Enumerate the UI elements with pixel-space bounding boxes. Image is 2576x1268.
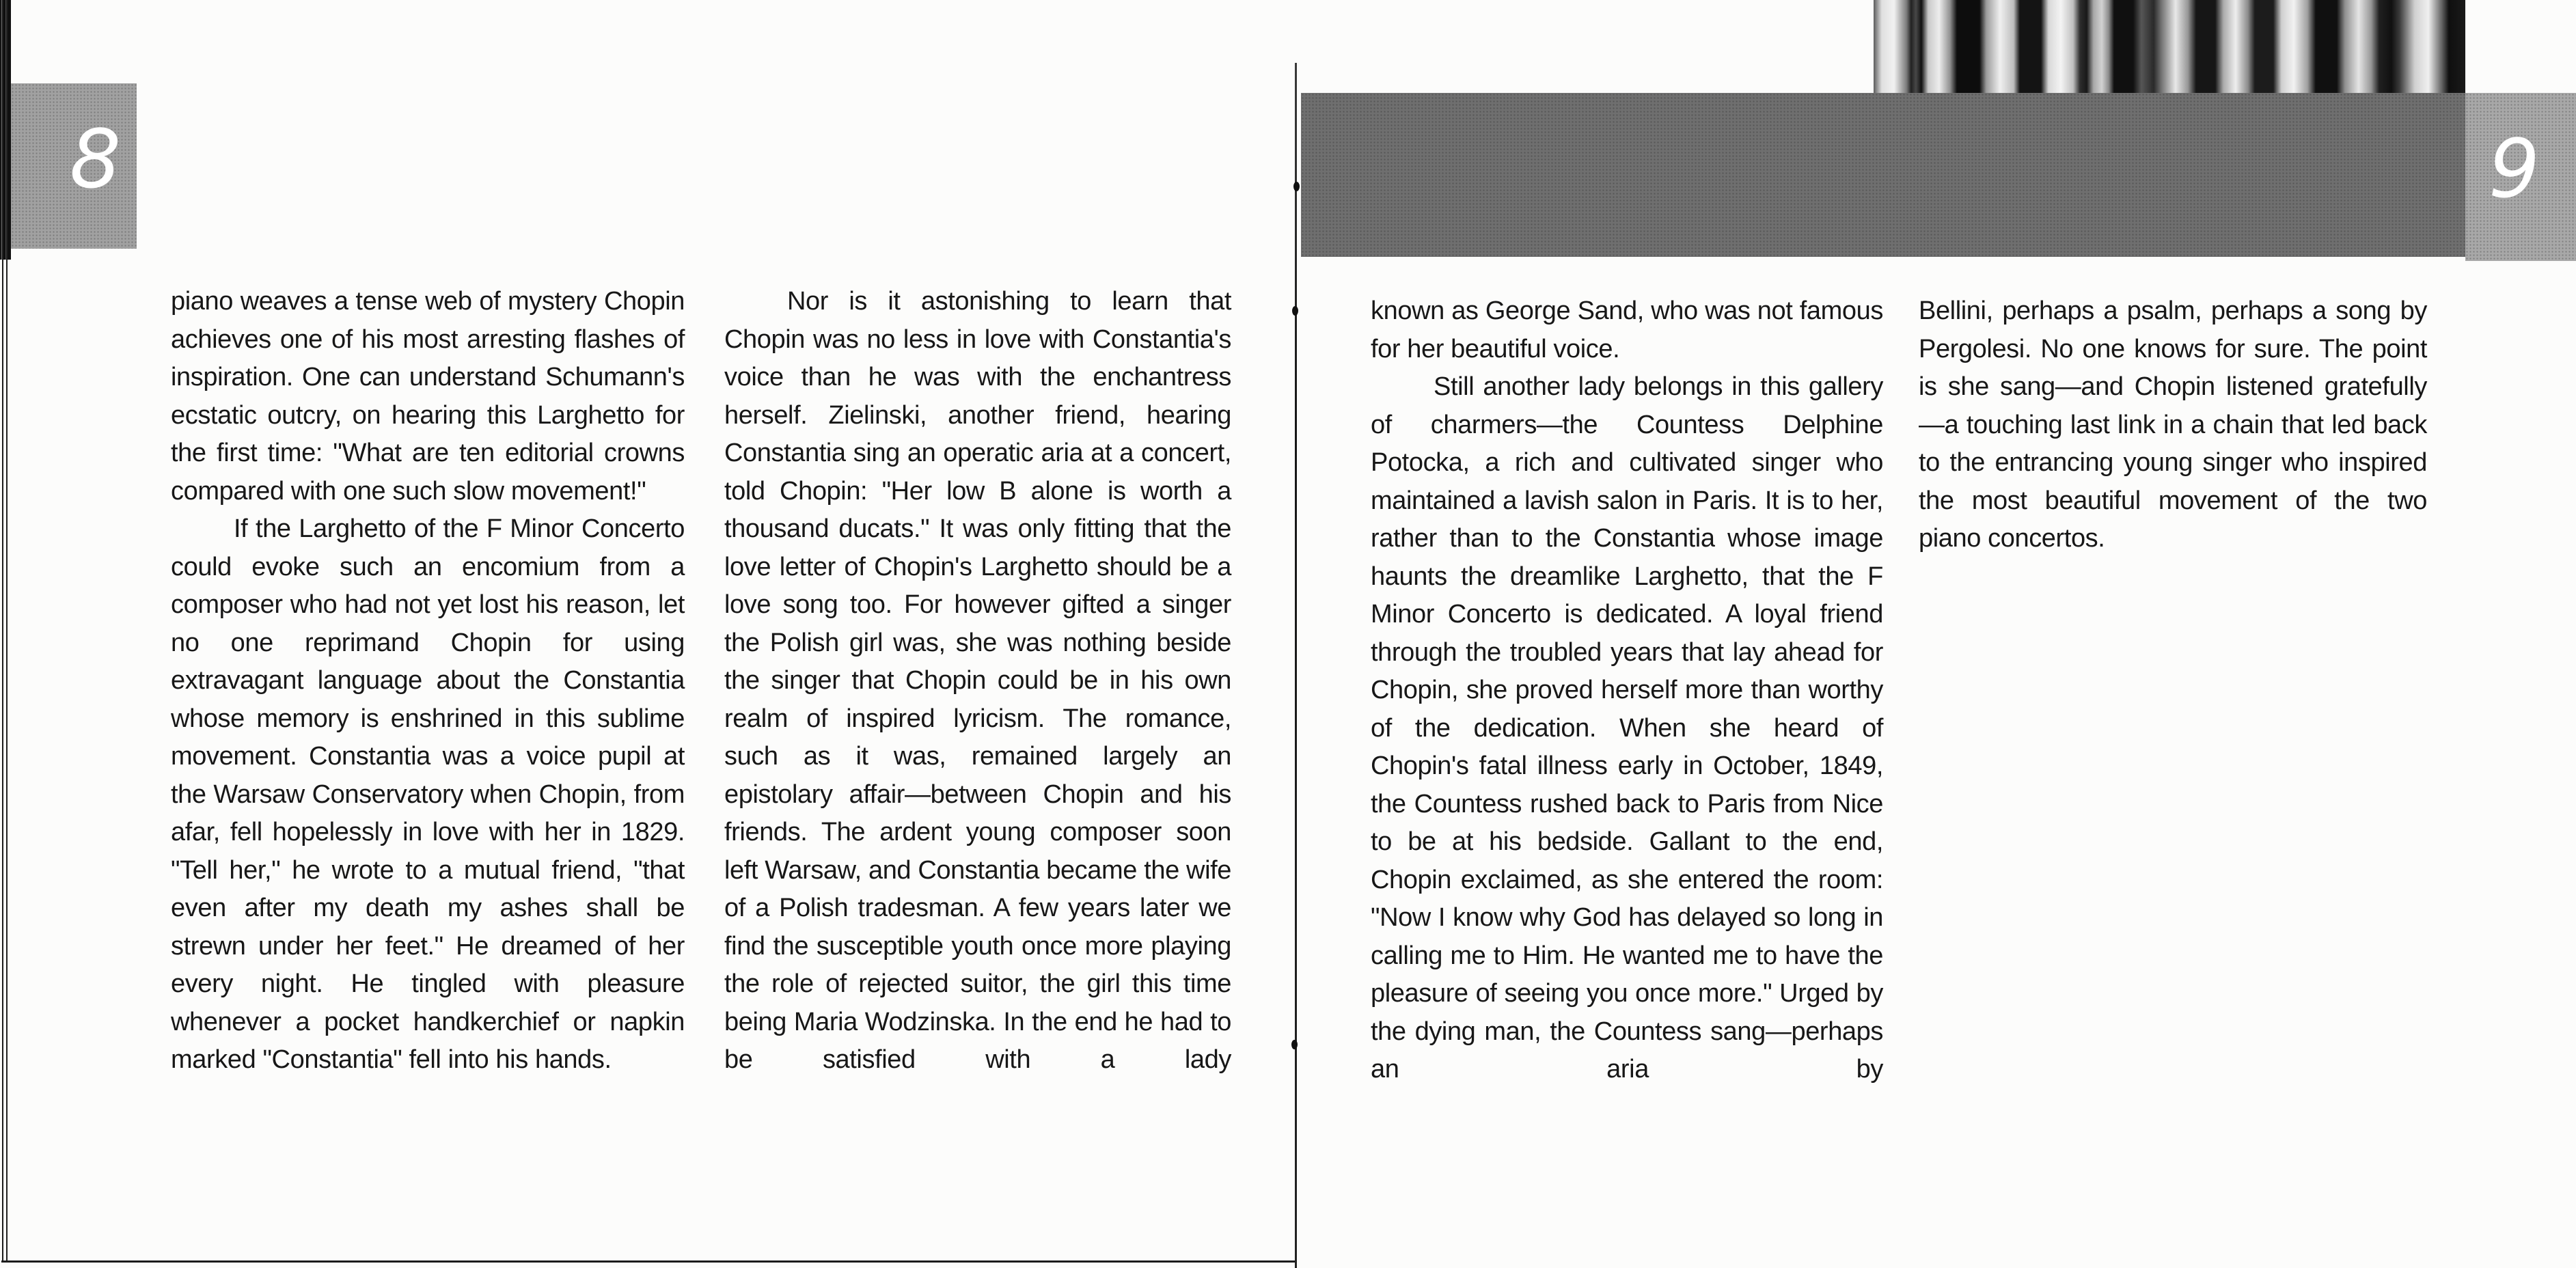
ink-speck	[1293, 182, 1300, 191]
gray-banner	[1301, 93, 2465, 257]
text-column-3	[1371, 292, 1883, 1089]
ink-speck	[1292, 306, 1298, 316]
text-column-4	[1919, 292, 2427, 558]
page-number-9-badge	[2465, 93, 2576, 261]
organ-pipes-photo	[1874, 0, 2465, 94]
page-number-8-badge	[11, 83, 137, 249]
paragraph: Bellini, perhaps a psalm, perhaps a song by Pergolesi. No one knows for sure. The point is she sang—and Chopin listened gratefully—a touching last link in a chain that led back to the entrancing young singer who inspired the most beautiful movement of the two piano concertos.	[1919, 297, 2427, 553]
paragraph: piano weaves a tense web of mystery Chopin achieves one of his most arresting flashes of inspiration. One can understand Schumann's ecstatic outcry, on hearing this Larghetto for the first time: "What are ten editorial crowns compared with one such slow movement!"	[171, 287, 685, 506]
page-number-9: 9	[2489, 122, 2540, 216]
paragraph: Nor is it astonishing to learn that Chopin was no less in love with Constantia's voice than he was with the enchantress herself. Zielinski, another friend, hearing Constantia sing an operatic aria at a concert, told Chopin: "Her low B alone is worth a thousand ducats." It was only fitting that the love letter of Chopin's Larghetto should be a love song too. For however gifted a singer the Polish girl was, she was nothing beside the singer that Chopin could be in his own realm of inspired lyricism. The romance, such as it was, remained largely an epistolary affair—between Chopin and his friends. The ardent young composer soon left Warsaw, and Constantia became the wife of a Polish tradesman. A few years later we find the susceptible youth once more playing the role of rejected suitor, the girl this time being Maria Wodzinska. In the end he had to be satisfied with a lady	[724, 287, 1231, 1074]
text-column-2	[724, 283, 1231, 1079]
page-number-8: 8	[70, 112, 122, 206]
page-bottom-edge	[1, 1260, 1295, 1263]
ink-speck	[1291, 1040, 1298, 1049]
book-spine-lines	[1, 0, 10, 1263]
page-fold-line	[1295, 63, 1297, 1268]
paragraph: If the Larghetto of the F Minor Concerto could evoke such an encomium from a composer who had not yet lost his reason, let no one reprimand Chopin for using extravagant language about the Constantia whose memory is enshrined in this sublime movement. Constantia was a voice pupil at the Warsaw Conservatory when Chopin, from afar, fell hopelessly in love with her in 1829. "Tell her," he wrote to a mutual friend, "that even after my death my ashes shall be strewn under her feet." He dreamed of her every night. He tingled with pleasure whenever a pocket handkerchief or napkin marked "Constantia" fell into his hands.	[171, 514, 685, 1074]
paragraph: known as George Sand, who was not famous for her beautiful voice.	[1371, 297, 1883, 363]
text-column-1	[171, 283, 685, 1079]
paragraph: Still another lady belongs in this gallery of charmers—the Countess Delphine Potocka, a rich and cultivated singer who maintained a lavish salon in Paris. It is to her, rather than to the Constantia whose image haunts the dreamlike Larghetto, that the F Minor Concerto is dedicated. A loyal friend through the troubled years that lay ahead for Chopin, she proved herself more than worthy of the dedication. When she heard of Chopin's fatal illness early in October, 1849, the Countess rushed back to Paris from Nice to be at his bedside. Gallant to the end, Chopin exclaimed, as she entered the room: "Now I know why God has delayed so long in calling me to Him. He wanted me to have the pleasure of seeing you once more." Urged by the dying man, the Countess sang—perhaps an aria by	[1371, 372, 1883, 1084]
